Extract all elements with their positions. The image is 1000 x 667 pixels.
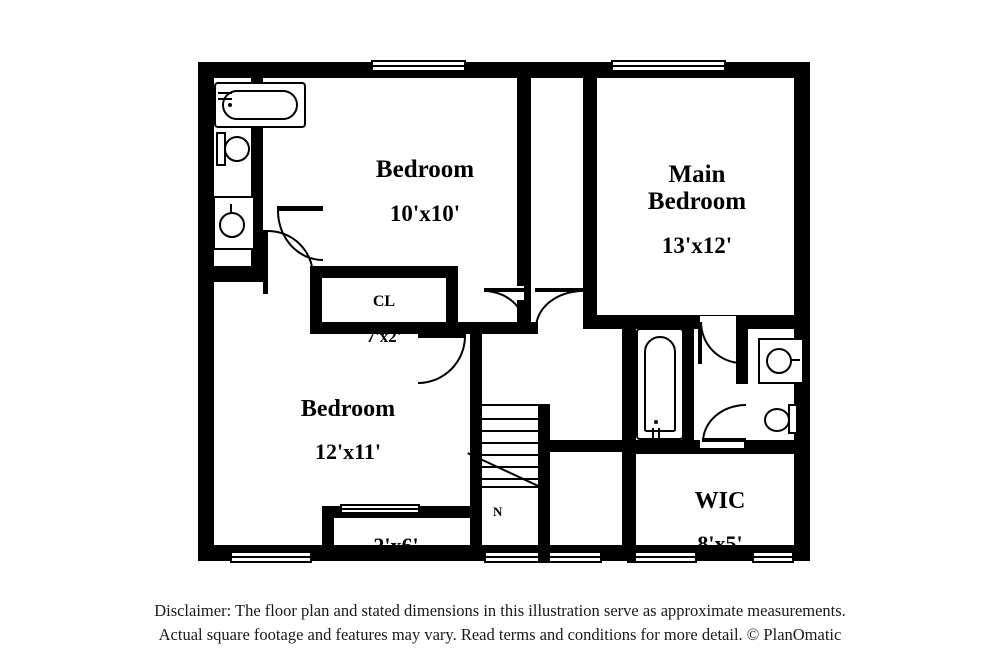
- wall-main-bedroom-left: [583, 78, 597, 328]
- room-label-wic: [640, 470, 800, 573]
- wall-hall-bottom: [583, 315, 810, 329]
- bathtub-faucet-line-1: [218, 92, 232, 94]
- bathtub-main-basin-outline: [644, 336, 676, 432]
- toilet-bowl-upper-left: [224, 136, 250, 162]
- disclaimer-line-1: Disclaimer: The floor plan and stated dimensions in this illustration serve as approximate measurements.: [154, 601, 846, 621]
- sink-faucet-main-bath: [791, 359, 800, 361]
- disclaimer-line-2: Actual square footage and features may vary. Read terms and conditions for more detail. © PlanOmatic: [158, 625, 842, 645]
- wall-bath2-left: [622, 322, 636, 452]
- bathtub-main-faucet-2: [658, 428, 660, 438]
- staircase: [480, 404, 540, 488]
- room-label-bedroom-2: [330, 138, 520, 244]
- room-dimensions: 2'x6': [373, 532, 419, 558]
- room-dimensions: 7'x2': [366, 326, 402, 346]
- stair-tread: [482, 478, 538, 480]
- door-leaf-wic: [702, 438, 746, 442]
- stair-direction-label: N: [493, 504, 503, 519]
- stair-tread: [482, 430, 538, 432]
- bathtub-basin-outline: [222, 90, 298, 120]
- stair-tread: [482, 442, 538, 444]
- stair-tread: [482, 454, 538, 456]
- wall-stairs-right-upper: [538, 440, 622, 452]
- wall-wic-left: [622, 440, 636, 561]
- room-dimensions: 8'x5': [697, 530, 743, 556]
- toilet-bowl-main-bath: [764, 408, 790, 432]
- wall-exterior-left: [198, 62, 214, 561]
- bathtub-faucet-line-2: [218, 98, 232, 100]
- room-label-main-bedroom: [597, 143, 797, 276]
- room-name: CL: [372, 292, 396, 310]
- window-closet-small-top: [340, 504, 420, 514]
- sink-faucet-upper-left: [230, 204, 232, 213]
- room-label-closet-small: [332, 516, 460, 575]
- door-swing-bath2: [700, 322, 742, 364]
- room-name: WIC: [694, 487, 746, 514]
- door-leaf-main-bedroom: [535, 288, 583, 292]
- room-dimensions: 10'x10': [389, 200, 461, 226]
- bathtub-drain-dot: [228, 103, 232, 107]
- door-leaf-bath2: [698, 322, 702, 364]
- window-main-bed-top: [611, 60, 726, 72]
- room-label-bedroom-3: [248, 378, 448, 481]
- door-leaf-hall-bedroom2: [484, 288, 526, 292]
- bathtub-main-bath: [636, 328, 684, 440]
- stair-tread: [482, 418, 538, 420]
- room-name: Bedroom: [375, 155, 475, 183]
- room-name: Bedroom: [300, 395, 396, 422]
- door-swing-wic: [702, 404, 746, 442]
- room-dimensions: 12'x11': [314, 438, 381, 464]
- bathtub-main-faucet-1: [652, 428, 654, 438]
- sink-basin-upper-left: [219, 212, 245, 238]
- disclaimer: [0, 599, 1000, 647]
- room-dimensions: 13'x12': [661, 233, 733, 259]
- sink-basin-main-bath: [766, 348, 792, 374]
- bathtub-main-drain-dot: [654, 420, 658, 424]
- room-label-cl: [328, 275, 440, 364]
- stair-tread: [482, 466, 538, 468]
- window-bedroom3-bottom: [230, 551, 312, 563]
- room-name: Main Bedroom: [647, 160, 747, 216]
- wall-bedroom3-top: [198, 266, 262, 280]
- window-bedroom2-top: [371, 60, 466, 72]
